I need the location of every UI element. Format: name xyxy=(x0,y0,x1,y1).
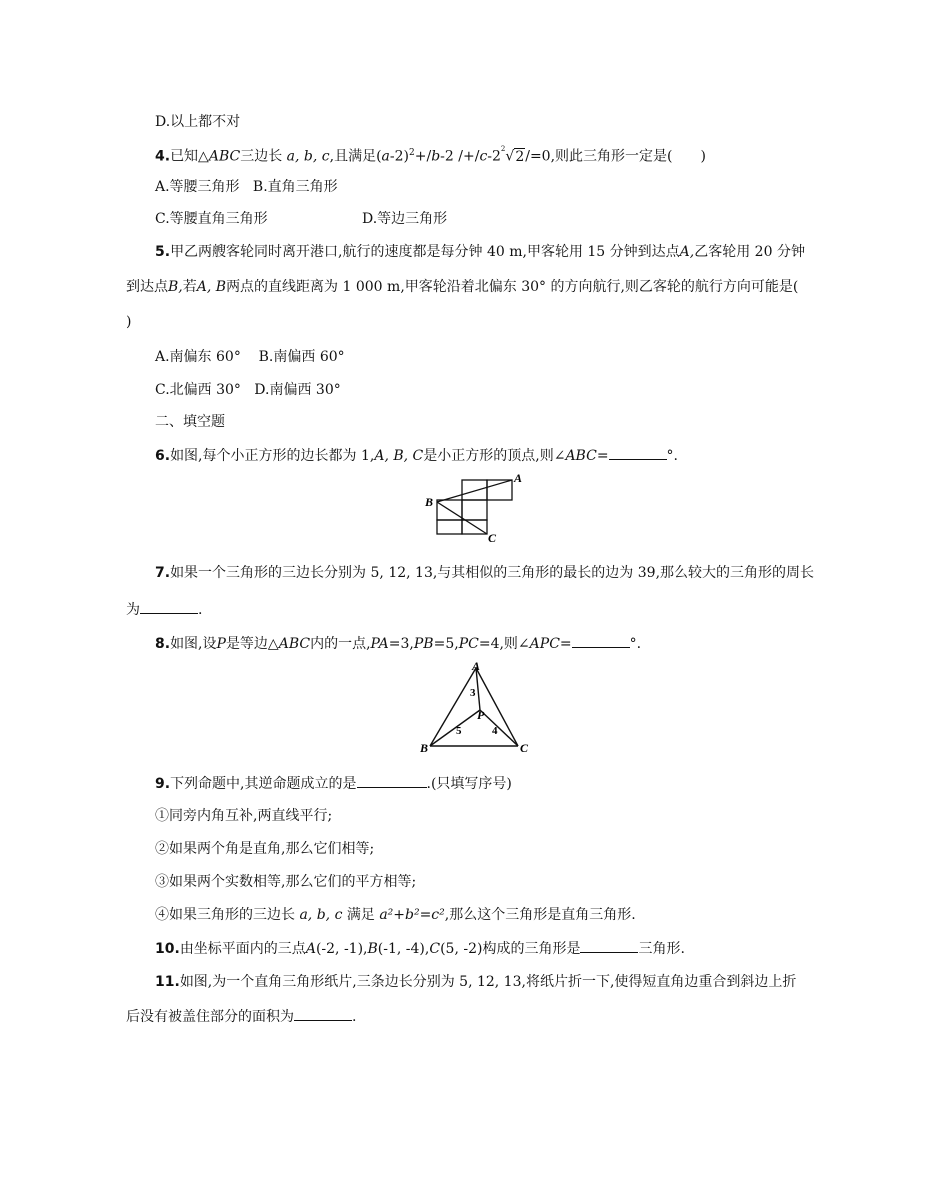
q5-line1: 5.甲乙两艘客轮同时离开港口,航行的速度都是每分钟 40 m,甲客轮用 15 分钟到达点A,乙客轮用 20 分钟 xyxy=(155,244,805,260)
q5-option-a: A.南偏东 60° xyxy=(155,349,241,365)
label-pc-length: 4 xyxy=(492,725,498,737)
q5-line2: 到达点B,若A, B两点的直线距离为 1 000 m,甲客轮沿着北偏东 30° 的方向航行,则乙客轮的航行方向可能是( xyxy=(126,279,799,295)
q10-stem: 10.由坐标平面内的三点A(-2, -1),B(-1, -4),C(5, -2)构成的三角形是 三角形. xyxy=(155,938,685,959)
q4-number: 4. xyxy=(155,148,171,165)
label-p: P xyxy=(477,708,485,722)
label-pb-length: 5 xyxy=(456,725,462,737)
q11-line1: 11.如图,为一个直角三角形纸片,三条边长分别为 5, 12, 13,将纸片折一下,使得短直角边重合到斜边上折 xyxy=(155,974,797,990)
q4-radical: $^2$√2 xyxy=(500,145,525,165)
q5-number: 5. xyxy=(155,244,171,260)
q9-item-4: ④如果三角形的三边长 a, b, c 满足 a²+b²=c²,那么这个三角形是直角三角形. xyxy=(155,907,636,923)
q5-line3: ) xyxy=(126,314,132,330)
q8-number: 8. xyxy=(155,636,171,652)
q9-number: 9. xyxy=(155,776,171,792)
label-pa-length: 3 xyxy=(470,687,476,699)
q9-stem: 9.下列命题中,其逆命题成立的是 .(只填写序号) xyxy=(155,773,512,794)
q5-options-row1 xyxy=(155,347,345,367)
q8-triangle-figure xyxy=(420,660,535,755)
side-ab xyxy=(430,668,476,746)
q9-answer-blank[interactable] xyxy=(357,773,427,788)
segment-pb xyxy=(430,710,480,746)
q7-line1: 7.如果一个三角形的三边长分别为 5, 12, 13,与其相似的三角形的最长的边为 39,那么较大的三角形的周长 xyxy=(155,565,815,581)
label-b: B xyxy=(420,741,429,755)
label-c: C xyxy=(520,741,529,755)
label-a: A xyxy=(472,660,481,673)
q10-answer-blank[interactable] xyxy=(580,938,638,953)
q4-option-a: A.等腰三角形 xyxy=(155,179,240,195)
radical-sign-icon: √ xyxy=(505,148,515,165)
q7-number: 7. xyxy=(155,565,171,581)
q9-item-3: ③如果两个实数相等,那么它们的平方相等; xyxy=(155,874,417,890)
q8-stem: 8.如图,设P是等边△ABC内的一点,PA=3,PB=5,PC=4,则∠APC= °. xyxy=(155,633,641,654)
q6-stem: 6.如图,每个小正方形的边长都为 1,A, B, C是小正方形的顶点,则∠ABC= °. xyxy=(155,445,678,466)
q10-number: 10. xyxy=(155,941,180,957)
label-c: C xyxy=(488,531,497,545)
q5-option-b: B.南偏西 60° xyxy=(258,349,345,365)
q11-answer-blank[interactable] xyxy=(294,1006,352,1021)
q7-answer-blank[interactable] xyxy=(140,599,198,614)
q6-answer-blank[interactable] xyxy=(609,445,667,460)
label-b: B xyxy=(425,495,434,509)
q6-number: 6. xyxy=(155,448,171,464)
grid-square xyxy=(437,520,462,534)
q4-option-d: D.等边三角形 xyxy=(362,211,448,227)
segment-pc xyxy=(480,710,518,746)
grid-square xyxy=(462,500,487,520)
q3-option-d: D.以上都不对 xyxy=(155,114,241,130)
section-heading-fill-in: 二、填空题 xyxy=(155,414,225,430)
q4-stem: 4.已知△ABC三边长 a, b, c,且满足$(a-2)^2+/b-2$ $/+/c-2^2√2/=0$,则此三角形一定是( ) xyxy=(155,145,706,165)
q9-item-1: ①同旁内角互补,两直线平行; xyxy=(155,808,333,824)
q8-answer-blank[interactable] xyxy=(572,633,630,648)
q9-item-2: ②如果两个角是直角,那么它们相等; xyxy=(155,841,375,857)
label-a: A xyxy=(514,471,523,485)
q4-option-c: C.等腰直角三角形 xyxy=(155,211,268,227)
q7-line2: 为 . xyxy=(126,599,202,620)
q4-options-row2 xyxy=(155,209,268,229)
grid-square xyxy=(462,480,487,500)
q5-option-d: D.南偏西 30° xyxy=(254,382,341,398)
q11-line2: 后没有被盖住部分的面积为 . xyxy=(126,1006,356,1027)
q4-options-row1 xyxy=(155,177,338,197)
q5-options-row2 xyxy=(155,380,341,400)
q11-number: 11. xyxy=(155,974,180,990)
q6-grid-figure xyxy=(418,470,533,545)
q4-option-b: B.直角三角形 xyxy=(252,179,338,195)
q5-option-c: C.北偏西 30° xyxy=(155,382,241,398)
segment-ba xyxy=(437,480,512,502)
